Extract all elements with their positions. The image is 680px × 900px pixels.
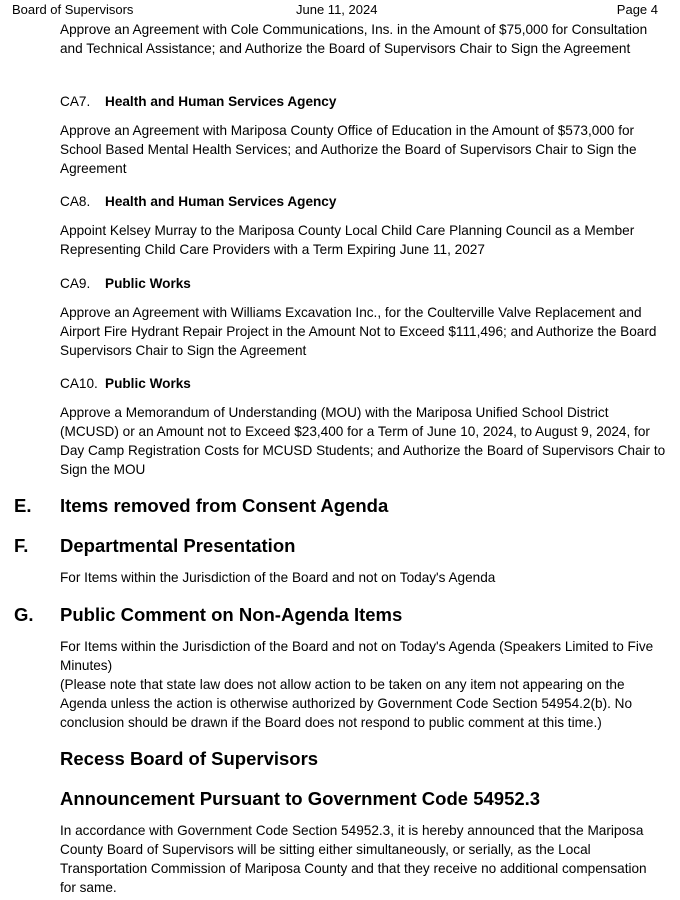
- agenda-item-heading: [60, 274, 191, 293]
- section-title: Departmental Presentation: [60, 535, 296, 556]
- announcement-title: Announcement Pursuant to Government Code 54952.3: [60, 788, 541, 809]
- item-number: CA7.: [60, 94, 91, 109]
- item-department: Public Works: [105, 376, 191, 391]
- item-department: Health and Human Services Agency: [105, 94, 337, 109]
- section-text: For Items within the Jurisdiction of the Board and not on Today's Agenda: [60, 570, 496, 585]
- item-number: CA10.: [60, 376, 98, 391]
- intro-item-text: Approve an Agreement with Cole Communications, Ins. in the Amount of $75,000 for Consultation and Technical Assistance; and Authorize the Board of Supervisors Chair to Sign the Agreement: [60, 22, 648, 56]
- agenda-item-text: Approve an Agreement with Williams Excavation Inc., for the Coulterville Valve Replacement and Airport Fire Hydrant Repair Project in the Amount Not to Exceed $111,496; and Authorize the Board Supervisors Chair to Sign the Agreement: [60, 305, 657, 358]
- section-text: For Items within the Jurisdiction of the Board and not on Today's Agenda (Speakers Limited to Five Minutes): [60, 639, 654, 673]
- agenda-item-text: Appoint Kelsey Murray to the Mariposa County Local Child Care Planning Council as a Member Representing Child Care Providers with a Term Expiring June 11, 2027: [60, 223, 635, 257]
- agenda-item-heading: [60, 192, 336, 211]
- section-title: Items removed from Consent Agenda: [60, 495, 389, 516]
- section-title: Public Comment on Non-Agenda Items: [60, 604, 403, 625]
- agenda-item-heading: [60, 92, 336, 111]
- recess-title: Recess Board of Supervisors: [60, 748, 319, 769]
- announcement-text: In accordance with Government Code Section 54952.3, it is hereby announced that the Mariposa County Board of Supervisors will be sitting either simultaneously, or serially, as the Local Transportation Commission of Mariposa County and that they receive no additional compensation for same.: [60, 823, 647, 895]
- header-date: June 11, 2024: [296, 2, 378, 17]
- section-letter: F.: [14, 535, 29, 556]
- item-department: Public Works: [105, 276, 191, 291]
- agenda-item-text: Approve an Agreement with Mariposa County Office of Education in the Amount of $573,000 for School Based Mental Health Services; and Authorize the Board of Supervisors Chair to Sign the Agreement: [60, 123, 637, 176]
- agenda-item-heading: [60, 374, 191, 393]
- section-letter: G.: [14, 604, 34, 625]
- section-letter: E.: [14, 495, 32, 516]
- agenda-item-text: Approve a Memorandum of Understanding (MOU) with the Mariposa Unified School District (MCUSD) or an Amount not to Exceed $23,400 for a Term of June 10, 2024, to August 9, 2024, for Day Camp Registration Costs for MCUSD Students; and Authorize the Board of Supervisors Chair to Sign the MOU: [60, 405, 666, 477]
- item-number: CA9.: [60, 276, 91, 291]
- section-note: (Please note that state law does not allow action to be taken on any item not appearing on the Agenda unless the action is otherwise authorized by Government Code Section 54954.2(b). No conclusion should be drawn if the Board does not respond to public comment at this time.): [60, 677, 633, 730]
- header-page-number: Page 4: [616, 2, 658, 17]
- header-board-name: Board of Supervisors: [12, 2, 134, 17]
- item-number: CA8.: [60, 194, 91, 209]
- item-department: Health and Human Services Agency: [105, 194, 337, 209]
